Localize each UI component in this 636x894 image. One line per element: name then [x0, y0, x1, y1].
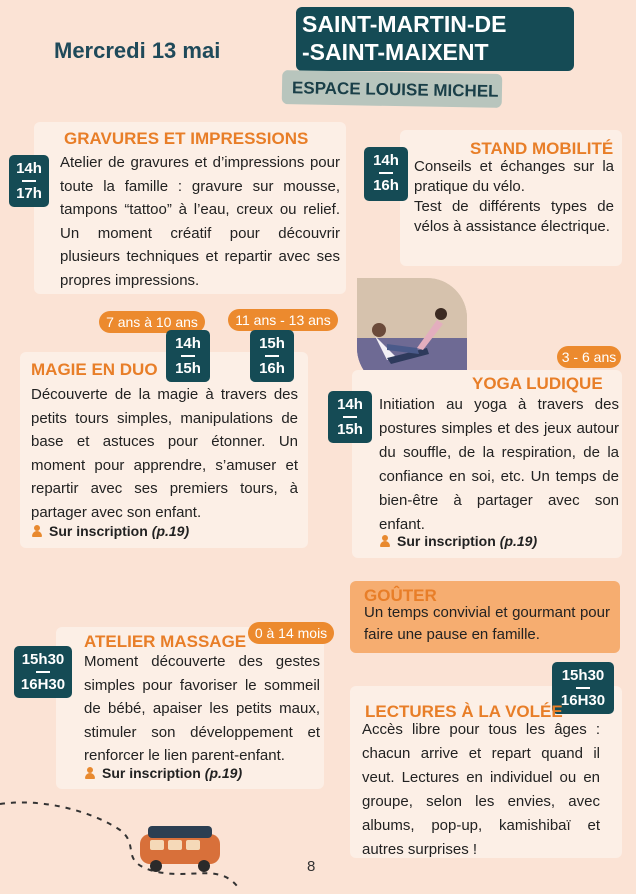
magie-slot2-start: 15h — [259, 335, 285, 352]
city-line-2: -SAINT-MAIXENT — [302, 39, 489, 65]
yoga-text: Initiation au yoga à travers des postures simples et des jeux autour du souffle, de la respiration, de la confiance en soi, etc. Un temps de bien-être à partager avec son enfant. — [379, 396, 619, 533]
yoga-title: YOGA LUDIQUE — [472, 374, 603, 393]
lectures-time-start: 15h30 — [561, 667, 605, 684]
stand-text-1: Conseils et échanges sur la pratique du vélo. — [414, 158, 614, 195]
bus-icon — [140, 826, 220, 872]
magie-title: MAGIE EN DUO — [31, 360, 158, 379]
yoga-time-end: 15h — [337, 420, 363, 438]
massage-registration — [84, 765, 242, 781]
lectures-text: Accès libre pour tous les âges : chacun arrive et repart quand il veut. Lectures en individuel ou en groupe, selon les envies, avec albums, pop-up, kamishibaï et autres surprises ! — [362, 721, 600, 858]
gravures-title: GRAVURES ET IMPRESSIONS — [64, 129, 309, 148]
page-date: Mercredi 13 mai — [54, 38, 221, 63]
time-separator — [265, 355, 279, 357]
time-separator — [36, 671, 50, 673]
stand-text — [414, 157, 614, 237]
magie-slot1-start: 14h — [175, 335, 201, 352]
massage-age-badge: 0 à 14 mois — [248, 622, 334, 644]
magie-registration — [31, 523, 189, 539]
gravures-text: Atelier de gravures et d’impressions pour toute la famille : gravure sur mousse, tampons “tattoo” à l’eau, creux ou relief. Un moment créatif pour découvrir plusieurs techniques et repartir avec ses propres impressions. — [60, 154, 340, 289]
decorative-path — [0, 790, 260, 894]
magie-slot1-end: 15h — [175, 359, 201, 377]
magie-text: Découverte de la magie à travers des petits tours simples, manipulations de base et astuces pour étonner. Un moment pour apprendre, s’amuser et repartir avec ses premiers tours, à partager avec son enfant. — [31, 386, 298, 521]
yoga-age-badge: 3 - 6 ans — [557, 346, 621, 368]
magie-time-badge-1 — [166, 330, 210, 382]
gouter-title: GOÛTER — [364, 586, 437, 605]
yoga-reg-page: (p.19) — [499, 533, 538, 549]
yoga-registration — [379, 533, 537, 549]
city-banner — [296, 7, 574, 71]
time-separator — [181, 355, 195, 357]
lectures-time-end: 16H30 — [560, 691, 606, 709]
massage-time-start: 15h30 — [21, 651, 65, 668]
venue-label: ESPACE LOUISE MICHEL — [282, 70, 503, 108]
lectures-title: LECTURES À LA VOLÉE — [365, 702, 563, 721]
page-number: 8 — [307, 858, 316, 875]
magie-reg-label: Sur inscription — [49, 523, 148, 539]
magie-reg-page: (p.19) — [151, 523, 190, 539]
massage-text: Moment découverte des gestes simples pour favoriser le sommeil de bébé, apaiser les petits maux, stimuler son développement et renforcer le lien parent-enfant. — [84, 653, 320, 764]
magie-time-badge-2 — [250, 330, 294, 382]
stand-time-start: 14h — [373, 152, 399, 169]
gravures-time-start: 14h — [16, 160, 42, 177]
gravures-time-end: 17h — [16, 184, 42, 202]
gouter-text: Un temps convivial et gourmant pour faire une pause en famille. — [364, 604, 610, 643]
yoga-time-badge — [328, 391, 372, 443]
magie-age-badge-2: 11 ans - 13 ans — [228, 309, 338, 331]
person-icon — [84, 767, 96, 779]
magie-slot2-end: 16h — [259, 359, 285, 377]
yoga-time-start: 14h — [337, 396, 363, 413]
magie-age-badge-1: 7 ans à 10 ans — [99, 311, 205, 333]
person-icon — [31, 525, 43, 537]
gravures-time-badge — [9, 155, 49, 207]
massage-title: ATELIER MASSAGE — [84, 632, 247, 651]
stand-text-2: Test de différents types de vélos à assistance électrique. — [414, 198, 614, 235]
massage-time-end: 16H30 — [20, 675, 66, 693]
time-separator — [343, 416, 357, 418]
time-separator — [379, 172, 393, 174]
person-icon — [379, 535, 391, 547]
stand-title: STAND MOBILITÉ — [470, 139, 614, 158]
stand-time-badge — [364, 147, 408, 201]
stand-time-end: 16h — [373, 176, 399, 194]
time-separator — [22, 180, 36, 182]
city-line-1: SAINT-MARTIN-DE — [302, 11, 507, 37]
yoga-reg-label: Sur inscription — [397, 533, 496, 549]
massage-reg-label: Sur inscription — [102, 765, 201, 781]
massage-time-badge — [14, 646, 72, 698]
massage-reg-page: (p.19) — [204, 765, 243, 781]
time-separator — [576, 687, 590, 689]
